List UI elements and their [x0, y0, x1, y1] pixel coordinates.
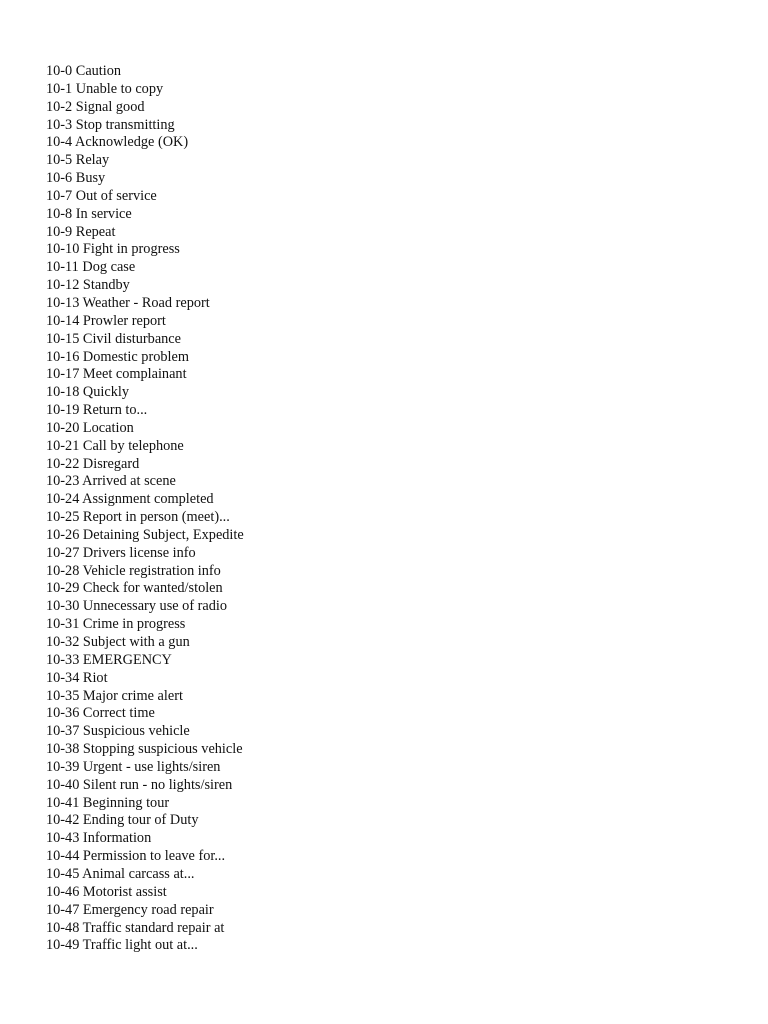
- code-entry: 10-20 Location: [46, 419, 134, 436]
- code-entry: 10-32 Subject with a gun: [46, 634, 190, 650]
- code-entry: 10-44 Permission to leave for...: [46, 848, 226, 865]
- code-entry: 10-28 Vehicle registration info: [46, 562, 221, 579]
- code-entry: 10-46 Motorist assist: [46, 883, 167, 900]
- code-entry: 10-11 Dog case: [46, 259, 136, 276]
- code-entry: 10-9 Repeat: [46, 223, 116, 240]
- code-entry: 10-36 Correct time: [46, 705, 155, 722]
- code-entry: 10-2 Signal good: [46, 98, 145, 115]
- code-entry: 10-8 In service: [46, 205, 132, 222]
- code-entry: 10-30 Unnecessary use of radio: [46, 598, 228, 615]
- code-entry: 10-23 Arrived at scene: [46, 473, 176, 490]
- code-entry: 10-29 Check for wanted/stolen: [46, 580, 223, 597]
- code-entry: 10-24 Assignment completed: [46, 491, 214, 508]
- code-entry: 10-18 Quickly: [46, 384, 129, 401]
- code-entry: 10-27 Drivers license info: [46, 544, 196, 561]
- code-entry: 10-31 Crime in progress: [46, 616, 186, 633]
- code-entry: 10-49 Traffic light out at...: [46, 937, 198, 954]
- code-entry: 10-6 Busy: [46, 170, 106, 187]
- code-entry: 10-17 Meet complainant: [46, 366, 187, 383]
- code-entry: 10-34 Riot: [46, 669, 108, 686]
- code-entry: 10-0 Caution: [46, 63, 122, 79]
- code-entry: 10-33 EMERGENCY: [46, 651, 172, 668]
- code-entry: 10-35 Major crime alert: [46, 687, 183, 704]
- code-entry: 10-1 Unable to copy: [46, 80, 164, 97]
- code-entry: 10-5 Relay: [46, 152, 110, 169]
- code-entry: 10-22 Disregard: [46, 455, 140, 472]
- code-entry: 10-47 Emergency road repair: [46, 901, 214, 918]
- code-entry: 10-15 Civil disturbance: [46, 330, 182, 347]
- code-entry: 10-43 Information: [46, 830, 152, 847]
- code-entry: 10-38 Stopping suspicious vehicle: [46, 741, 243, 758]
- code-entry: 10-13 Weather - Road report: [46, 294, 210, 311]
- code-entry: 10-42 Ending tour of Duty: [46, 812, 199, 829]
- code-entry: 10-26 Detaining Subject, Expedite: [46, 526, 244, 543]
- code-entry: 10-3 Stop transmitting: [46, 116, 175, 133]
- ten-code-list: [46, 63, 244, 955]
- code-entry: 10-48 Traffic standard repair at: [46, 919, 225, 936]
- code-entry: 10-25 Report in person (meet)...: [46, 509, 230, 526]
- code-entry: 10-37 Suspicious vehicle: [46, 723, 190, 740]
- code-entry: 10-14 Prowler report: [46, 312, 166, 329]
- code-entry: 10-21 Call by telephone: [46, 437, 184, 454]
- code-entry: 10-10 Fight in progress: [46, 241, 180, 258]
- code-entry: 10-40 Silent run - no lights/siren: [46, 776, 233, 793]
- code-entry: 10-39 Urgent - use lights/siren: [46, 758, 221, 775]
- code-entry: 10-45 Animal carcass at...: [46, 865, 195, 882]
- code-entry: 10-12 Standby: [46, 277, 130, 294]
- code-entry: 10-41 Beginning tour: [46, 794, 170, 811]
- code-entry: 10-16 Domestic problem: [46, 348, 189, 365]
- code-entry: 10-19 Return to...: [46, 402, 148, 419]
- code-entry: 10-4 Acknowledge (OK): [46, 134, 189, 151]
- code-entry: 10-7 Out of service: [46, 187, 157, 204]
